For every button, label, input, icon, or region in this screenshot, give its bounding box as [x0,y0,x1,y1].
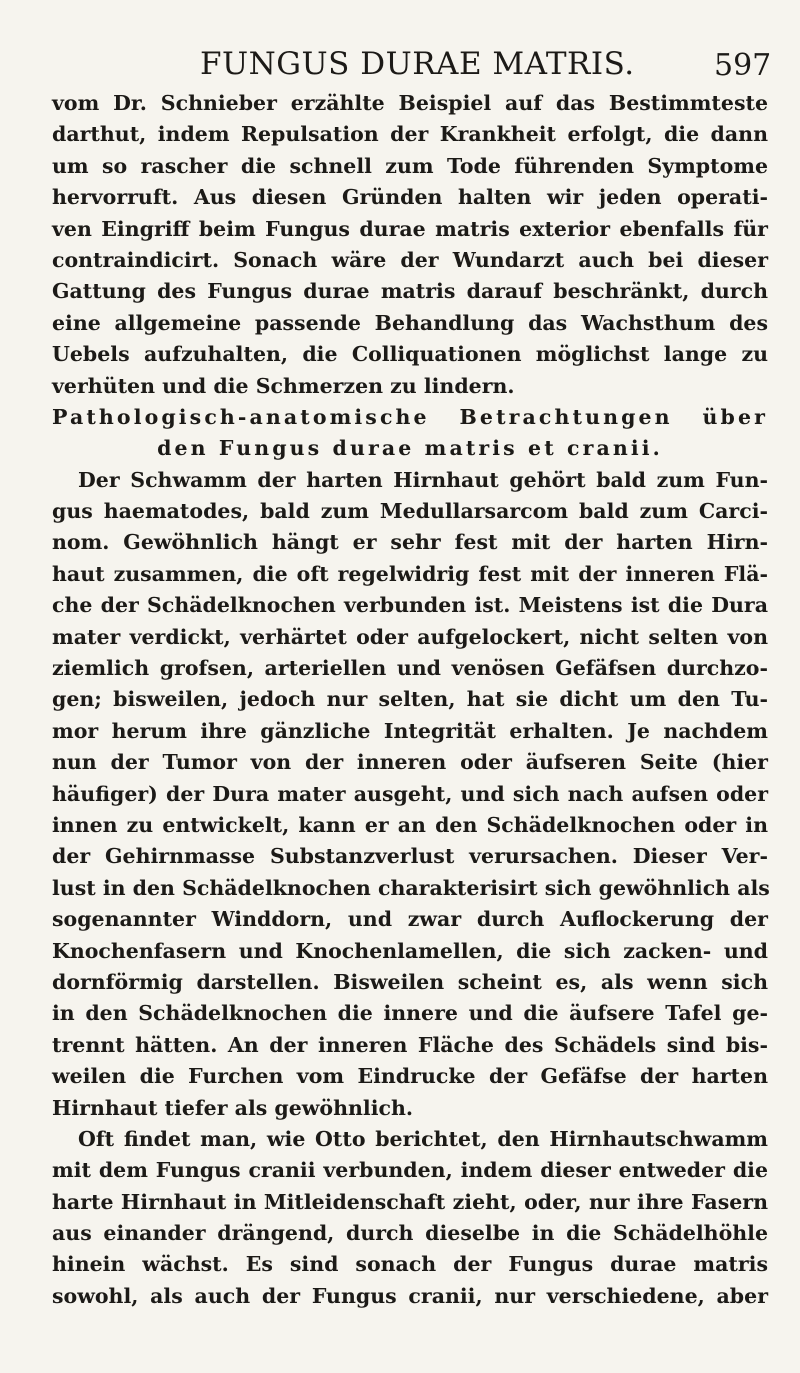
text-line: häufiger) der Dura mater ausgeht, und sich nach aufsen oder [52,781,768,806]
text-line: Uebels aufzuhalten, die Colliquationen möglichst lange zu [52,342,768,367]
text-line: haut zusammen, die oft regelwidrig fest mit der inneren Flä- [52,561,768,586]
text-line: in den Schädelknochen die innere und die äufsere Tafel ge- [52,1001,768,1026]
text-line: nom. Gewöhnlich hängt er sehr fest mit der harten Hirn- [52,530,768,555]
text-line: der Gehirnmasse Substanzverlust verursachen. Dieser Ver- [52,844,768,869]
text-line: contraindicirt. Sonach wäre der Wundarzt auch bei dieser [52,247,768,272]
page-number: 597 [714,48,772,83]
text-line: ziemlich grofsen, arteriellen und venösen Gefäfsen durchzo- [52,656,768,681]
text-line: ven Eingriff beim Fungus durae matris exterior ebenfalls für [52,216,768,241]
text-line: nun der Tumor von der inneren oder äufseren Seite (hier [52,750,768,775]
text-line: vom Dr. Schnieber erzählte Beispiel auf das Bestimmteste [52,91,768,115]
text-line: gen; bisweilen, jedoch nur selten, hat sie dicht um den Tu- [52,687,768,712]
running-head: FUNGUS DURAE MATRIS. [200,46,635,82]
section-heading-line-2: den Fungus durae matris et cranii. [157,436,663,461]
text-line: harte Hirnhaut in Mitleidenschaft zieht, oder, nur ihre Fasern [52,1189,768,1214]
text-line: Gattung des Fungus durae matris darauf beschränkt, durch [52,279,768,304]
text-line: gus haematodes, bald zum Medullarsarcom bald zum Carci- [52,499,768,524]
body-text [52,88,768,1312]
text-line: um so rascher die schnell zum Tode führenden Symptome [52,153,768,178]
text-line: mor herum ihre gänzliche Integrität erhalten. Je nachdem [52,718,768,743]
section-heading-line-1: Pathologisch-anatomische Betrachtungen über [52,404,768,429]
text-line: hinein wächst. Es sind sonach der Fungus durae matris [52,1252,768,1277]
text-line: eine allgemeine passende Behandlung das Wachsthum des [52,310,768,335]
text-line: dornförmig darstellen. Bisweilen scheint es, als wenn sich [52,969,768,994]
text-line: lust in den Schädelknochen charakterisirt sich gewöhnlich als [52,875,770,900]
text-line: verhüten und die Schmerzen zu lindern. [52,373,515,398]
text-line: trennt hätten. An der inneren Fläche des Schädels sind bis- [52,1032,768,1057]
text-line: aus einander drängend, durch dieselbe in die Schädelhöhle [52,1221,768,1246]
text-line: hervorruft. Aus diesen Gründen halten wir jeden operati- [52,185,768,210]
text-line: mater verdickt, verhärtet oder aufgelockert, nicht selten von [52,624,768,649]
text-line: Der Schwamm der harten Hirnhaut gehört bald zum Fun- [78,467,768,492]
text-line: sowohl, als auch der Fungus cranii, nur verschiedene, aber [52,1283,768,1308]
text-line: Hirnhaut tiefer als gewöhnlich. [52,1095,414,1120]
text-line: darthut, indem Repulsation der Krankheit erfolgt, die dann [52,122,768,147]
text-line: Oft findet man, wie Otto berichtet, den Hirnhautschwamm [78,1126,768,1151]
text-line: weilen die Furchen vom Eindrucke der Gefäfse der harten [52,1064,768,1089]
text-line: che der Schädelknochen verbunden ist. Meistens ist die Dura [52,593,768,618]
text-line: mit dem Fungus cranii verbunden, indem dieser entweder die [52,1158,768,1183]
text-line: Knochenfasern und Knochenlamellen, die sich zacken- und [52,938,768,963]
text-line: innen zu entwickelt, kann er an den Schädelknochen oder in [52,812,768,837]
text-line: sogenannter Winddorn, und zwar durch Auflockerung der [52,907,768,932]
page-header [0,40,800,90]
